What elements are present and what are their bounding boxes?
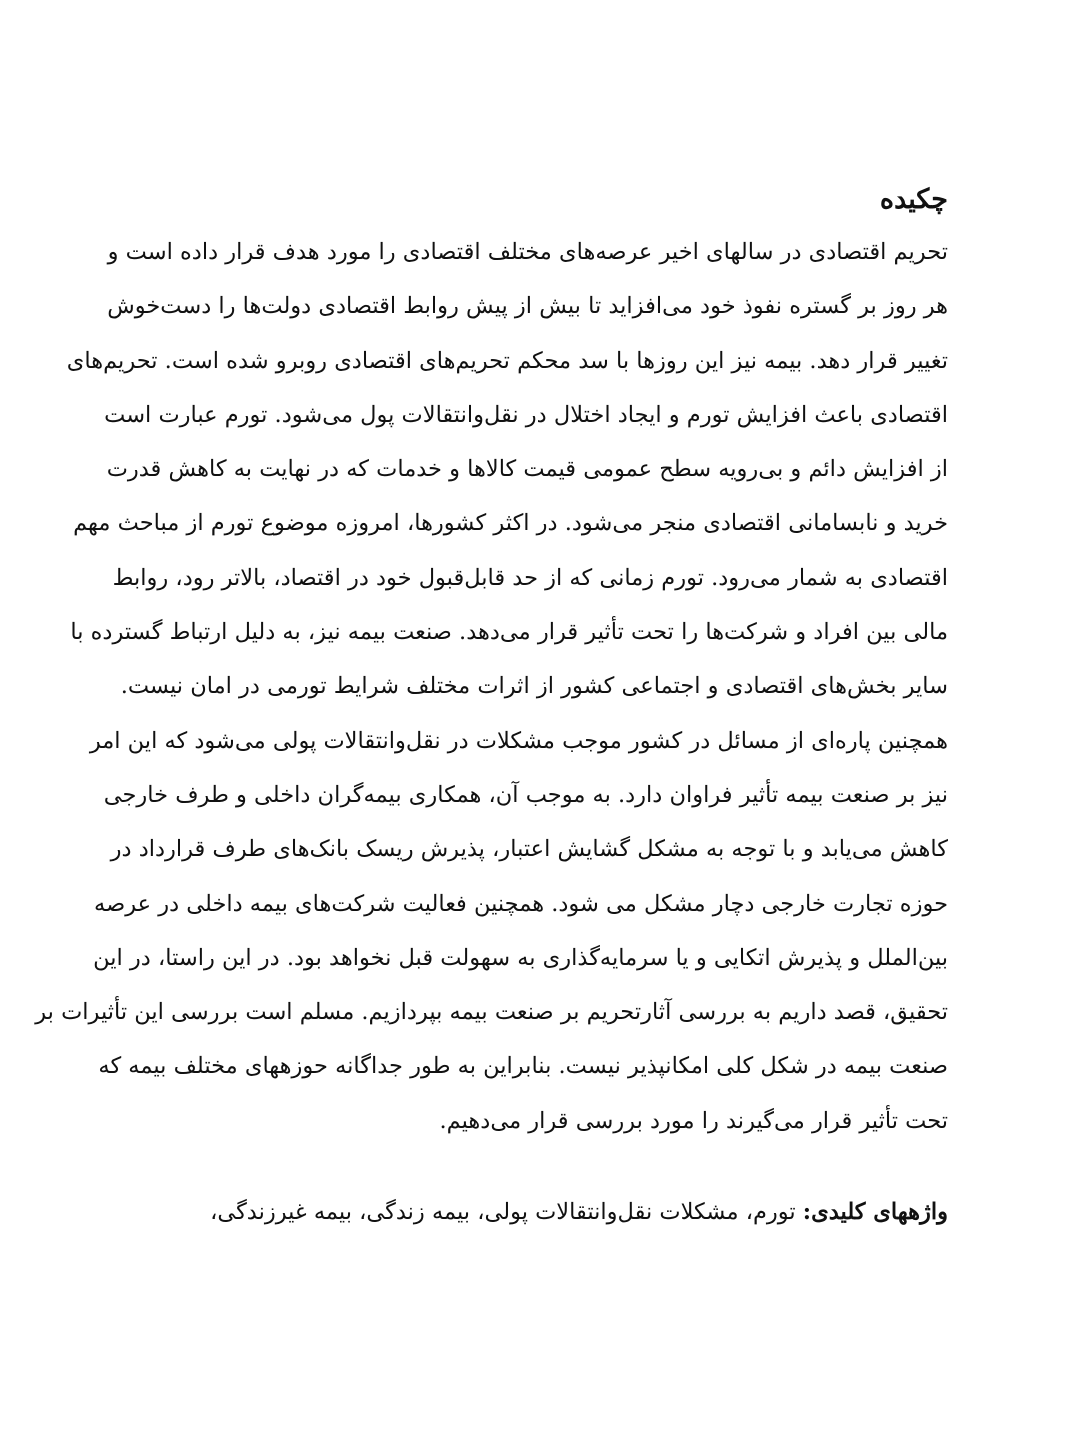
abstract-line: اقتصادی باعث افزایش تورم و ایجاد اختلال در نقل‌وانتقالات پول می‌شود. تورم عبارت است [104,401,948,428]
abstract-line: تغییر قرار دهد. بیمه نیز این روزها با سد محکم تحریم‌های اقتصادی روبرو شده است. تحریم‌های [66,347,948,374]
abstract-line: کاهش می‌یابد و با توجه به مشکل گشایش اعتبار، پذیرش ریسک بانک‌های طرف قرارداد در [110,836,948,863]
keywords-line [130,1192,948,1232]
abstract-line: از افزایش دائم و بی‌رویه سطح عمومی قیمت کالاها و خدمات که در نهایت به کاهش قدرت [106,456,948,483]
abstract-line: بین‌الملل و پذیرش اتکایی و یا سرمایه‌گذاری به سهولت قبل نخواهد بود. در این راستا، در این [93,944,948,971]
keywords-label: واژههای کلیدی: [802,1199,948,1225]
abstract-line: تحت تأثیر قرار می‌گیرند را مورد بررسی قرار می‌دهیم. [439,1107,948,1134]
abstract-line: صنعت بیمه در شکل کلی امکانپذیر نیست. بنابراین به طور جداگانه حوزههای مختلف بیمه که [98,1053,948,1080]
abstract-body [35,232,948,1134]
abstract-line: تحقیق، قصد داریم به بررسی آثارتحریم بر صنعت بیمه بپردازیم. مسلم است بررسی این تأثیرات بر [35,999,948,1026]
abstract-line: اقتصادی به شمار می‌رود. تورم زمانی که از حد قابل‌قبول خود در اقتصاد، بالاتر رود، روابط [112,564,948,591]
abstract-line: حوزه تجارت خارجی دچار مشکل می شود. همچنین فعالیت شرکت‌های بیمه داخلی در عرصه [94,890,948,917]
abstract-line: خرید و نابسامانی اقتصادی منجر می‌شود. در اکثر کشورها، امروزه موضوع تورم از مباحث مهم [73,510,948,537]
abstract-line: هر روز بر گستره نفوذ خود می‌افزاید تا بیش از پیش روابط اقتصادی دولت‌ها را دست‌خوش [107,293,948,320]
abstract-line: تحریم اقتصادی در سالهای اخیر عرصه‌های مختلف اقتصادی را مورد هدف قرار داده است و [107,239,948,265]
abstract-heading: چکیده [879,184,948,215]
abstract-line: سایر بخش‌های اقتصادی و اجتماعی کشور از اثرات مختلف شرایط تورمی در امان نیست. [120,673,948,700]
abstract-line: همچنین پاره‌ای از مسائل در کشور موجب مشکلات در نقل‌وانتقالات پولی می‌شود که این امر [89,727,948,754]
abstract-line: نیز بر صنعت بیمه تأثیر فراوان دارد. به موجب آن، همکاری بیمه‌گران داخلی و طرف خارجی [103,781,948,808]
keywords-text: تورم، مشکلات نقل‌وانتقالات پولی، بیمه زندگی، بیمه غیرزندگی، [210,1199,803,1225]
abstract-line: مالی بین افراد و شرکت‌ها را تحت تأثیر قرار می‌دهد. صنعت بیمه نیز، به دلیل ارتباط گسترده با [70,619,948,646]
